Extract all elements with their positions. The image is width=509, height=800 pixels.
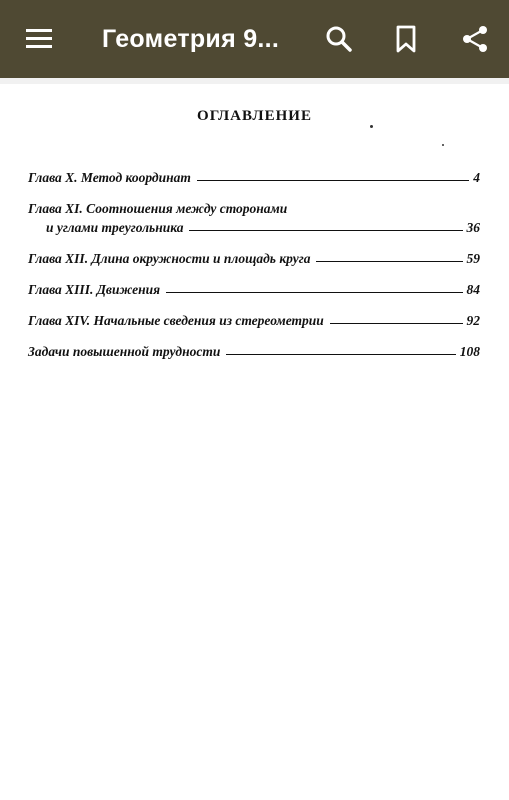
toc-entry-title: Глава XII. Длина окружности и площадь круга [28, 251, 311, 266]
bookmark-icon [394, 25, 418, 53]
toc-heading: ОГЛАВЛЕНИЕ [197, 108, 312, 124]
toc-entry[interactable] [28, 170, 480, 186]
search-button[interactable] [315, 0, 363, 78]
toc-entry-title: Задачи повышенной трудности [28, 344, 221, 359]
toc-leader-line [226, 354, 455, 355]
share-icon [461, 25, 489, 53]
app-title: Геометрия 9... [102, 24, 280, 53]
toc-entry-title: Глава X. Метод координат [28, 170, 191, 185]
toc-entry[interactable] [28, 282, 480, 298]
search-icon [325, 25, 353, 53]
share-button[interactable] [451, 0, 499, 78]
toc-entry[interactable] [28, 313, 480, 329]
toc-entry[interactable] [28, 251, 480, 267]
toc-entry-page: 59 [466, 251, 480, 266]
toc-entry-page: 92 [466, 313, 480, 328]
toc-leader-line [316, 261, 462, 262]
menu-icon [26, 28, 54, 50]
toc-leader-line [197, 180, 469, 181]
menu-button[interactable] [16, 0, 64, 78]
bookmark-button[interactable] [382, 0, 430, 78]
toc-entry[interactable] [28, 201, 480, 236]
toc-leader-line [189, 230, 462, 231]
toc-entry-page: 36 [466, 220, 480, 235]
scan-speck [442, 144, 444, 146]
toc-leader-line [330, 323, 463, 324]
toc-entry-page: 4 [473, 170, 480, 185]
table-of-contents [28, 170, 480, 375]
toc-entry-title: Глава XIII. Движения [28, 282, 161, 297]
toc-entry-page: 108 [459, 344, 480, 359]
toc-entry-title-continued: и углами треугольника [46, 220, 184, 235]
toc-entry-title: Глава XIV. Начальные сведения из стереометрии [28, 313, 324, 328]
toc-entry-page: 84 [466, 282, 480, 297]
toc-entry-title: Глава XI. Соотношения между сторонами [28, 201, 288, 216]
app-bar [0, 0, 509, 78]
scan-speck [370, 125, 373, 128]
toc-entry[interactable] [28, 344, 480, 360]
document-page[interactable] [0, 84, 509, 800]
toc-leader-line [166, 292, 462, 293]
